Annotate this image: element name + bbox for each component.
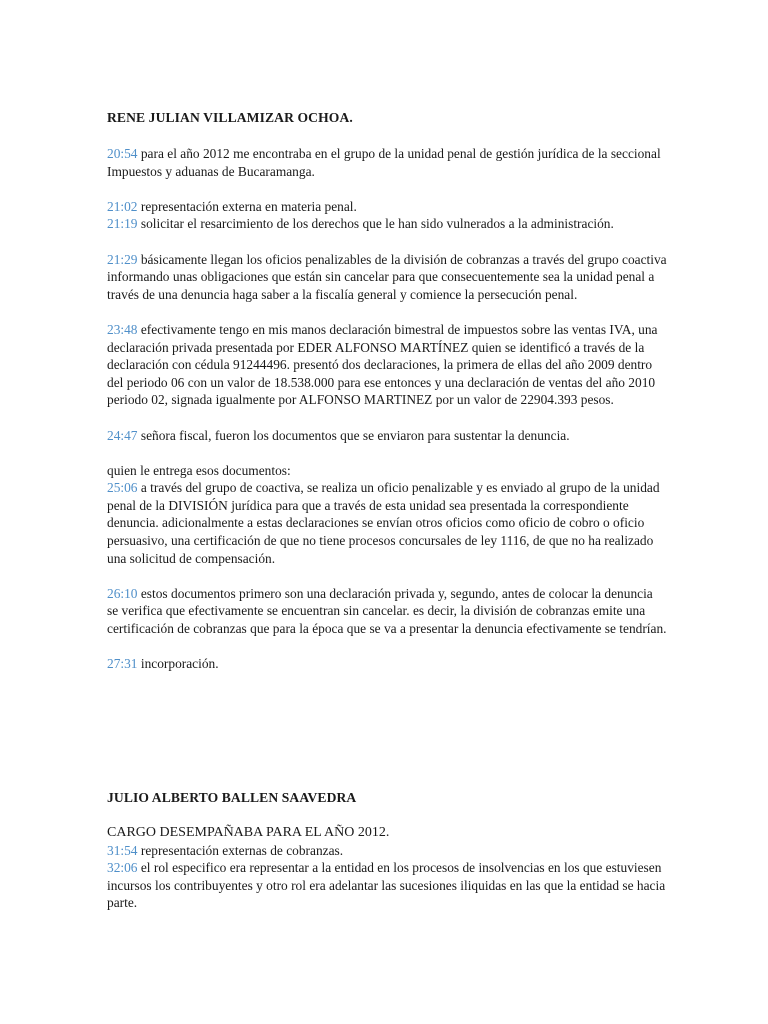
speaker-name-1: RENE JULIAN VILLAMIZAR OCHOA. — [107, 110, 353, 125]
timestamp: 27:31 — [107, 656, 138, 672]
transcript-entry — [107, 198, 667, 216]
entry-text: representación externas de cobranzas. — [137, 842, 344, 858]
entry-text: estos documentos primero son una declaración privada y, segundo, antes de colocar la denuncia se verifica que efectivamente se encuentran sin cancelar. es decir, la división de cobranzas emite una certificación de cobranzas que para la época que se va a presentar la denuncia efectivamente se tendrían. — [107, 585, 667, 637]
transcript-entry — [107, 842, 667, 860]
entry-text: representación externa en materia penal. — [137, 198, 357, 214]
entry-text: incorporación. — [137, 656, 219, 672]
transcript-entry — [107, 585, 667, 638]
entry-text: básicamente llegan los oficios penalizables de la división de cobranzas a través del grupo coactiva informando unas obligaciones que están sin cancelar para que consecuentemente sea la unidad penal a través de una denuncia haga saber a la fiscalía general y comience la persecución penal. — [107, 251, 667, 302]
transcript-entry — [107, 427, 667, 445]
timestamp: 25:06 — [107, 480, 138, 496]
question-text: quien le entrega esos documentos: — [107, 462, 291, 478]
entry-text: señora fiscal, fueron los documentos que se enviaron para sustentar la denuncia. — [137, 427, 570, 443]
transcript-entry — [107, 215, 667, 233]
transcript-entry — [107, 655, 667, 673]
section-heading: CARGO DESEMPAÑABA PARA EL AÑO 2012. — [107, 825, 390, 840]
timestamp: 21:19 — [107, 216, 138, 232]
timestamp: 31:54 — [107, 842, 138, 858]
timestamp: 21:29 — [107, 251, 138, 267]
timestamp: 21:02 — [107, 198, 138, 214]
entry-text: efectivamente tengo en mis manos declaración bimestral de impuestos sobre las ventas IVA, una declaración privada presentada por EDER ALFONSO MARTÍNEZ quien se identificó a través de la declaración con cédula 91244496. presentó dos declaraciones, la primera de ellas del año 2009 dentro del periodo 06 con un valor de 18.538.000 para ese entonces y una declaración de ventas del año 2010 periodo 02, signada igualmente por ALFONSO MARTINEZ por un valor de 22904.393 pesos. — [107, 321, 658, 408]
transcript-entry — [107, 145, 667, 180]
timestamp: 26:10 — [107, 585, 138, 601]
entry-text: el rol especifico era representar a la entidad en los procesos de insolvencias en los que estuviesen incursos los contribuyentes y otro rol era adelantar las sucesiones iliquidas en las que la entidad se hacia parte. — [107, 860, 666, 911]
speaker-1-section — [107, 145, 667, 673]
speaker-2-section — [107, 824, 667, 912]
transcript-entry — [107, 859, 667, 912]
transcript-entry — [107, 321, 667, 409]
entry-text: solicitar el resarcimiento de los derechos que le han sido vulnerados a la administración. — [137, 216, 614, 232]
transcript-entry — [107, 479, 667, 567]
timestamp: 24:47 — [107, 427, 138, 443]
speaker-name-2: JULIO ALBERTO BALLEN SAAVEDRA — [107, 790, 357, 805]
timestamp: 32:06 — [107, 860, 138, 876]
timestamp: 20:54 — [107, 146, 138, 161]
timestamp: 23:48 — [107, 321, 138, 337]
entry-text: para el año 2012 me encontraba en el grupo de la unidad penal de gestión jurídica de la seccional Impuestos y aduanas de Bucaramanga. — [107, 146, 661, 179]
entry-text: a través del grupo de coactiva, se realiza un oficio penalizable y es enviado al grupo de la unidad penal de la DIVISIÓN jurídica para que a través de esta unidad sea presentada la correspondiente denuncia. adicionalmente a estas declaraciones se envían otros oficios como oficio de cobro o oficio persuasivo, una certificación de que no tiene procesos concursales de ley 1116, de que no ha realizado una solicitud de compensación. — [107, 480, 660, 566]
transcript-entry — [107, 251, 667, 304]
